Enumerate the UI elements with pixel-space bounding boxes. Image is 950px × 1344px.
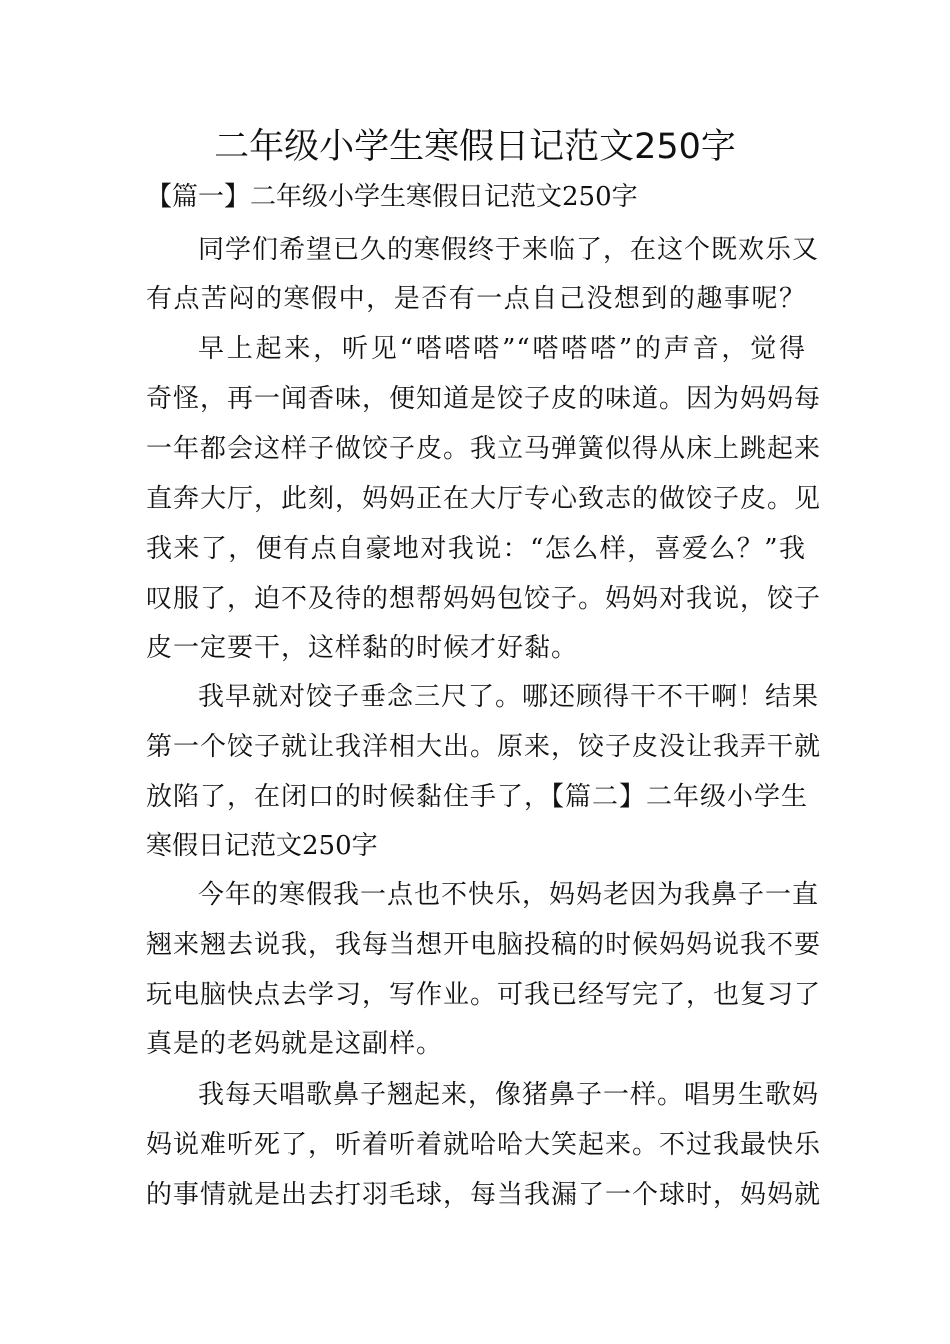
document-title: 二年级小学生寒假日记范文250字	[214, 127, 736, 167]
text-line: 早上起来，听见“嗒嗒嗒”“嗒嗒嗒”的声音，觉得	[198, 334, 806, 364]
text-line: 奇怪，再一闻香味，便知道是饺子皮的味道。因为妈妈每	[146, 384, 822, 414]
text-line: 放陷了，在闭口的时候黏住手了，【篇二】二年级小学生	[146, 782, 809, 812]
text-line: 的事情就是出去打羽毛球，每当我漏了一个球时，妈妈就	[146, 1180, 822, 1210]
text-line: 叹服了，迫不及待的想帮妈妈包饺子。妈妈对我说，饺子	[146, 584, 822, 614]
text-line: 皮一定要干，这样黏的时候才好黏。	[146, 633, 579, 663]
text-line: 第一个饺子就让我洋相大出。原来，饺子皮没让我弄干就	[146, 732, 822, 762]
text-line: 翘来翘去说我，我每当想开电脑投稿的时候妈妈说我不要	[146, 930, 822, 960]
text-line: 真是的老妈就是这副样。	[146, 1029, 444, 1059]
text-line: 同学们希望已久的寒假终于来临了，在这个既欢乐又	[198, 235, 820, 265]
text-line: 有点苦闷的寒假中，是否有一点自己没想到的趣事呢？	[146, 284, 806, 314]
text-line: 直奔大厅，此刻，妈妈正在大厅专心致志的做饺子皮。见	[146, 484, 822, 514]
text-line: 玩电脑快点去学习，写作业。可我已经写完了，也复习了	[146, 980, 822, 1010]
section-heading-2: 寒假日记范文250字	[146, 831, 378, 861]
text-line: 今年的寒假我一点也不快乐，妈妈老因为我鼻子一直	[198, 880, 820, 910]
text-line: 我早就对饺子垂念三尺了。哪还顾得干不干啊！结果	[198, 682, 820, 712]
text-line: 妈说难听死了，听着听着就哈哈大笑起来。不过我最快乐	[146, 1130, 822, 1160]
section-heading-1: 【篇一】二年级小学生寒假日记范文250字	[146, 182, 638, 212]
text-line: 一年都会这样子做饺子皮。我立马弹簧似得从床上跳起来	[146, 434, 822, 464]
text-line: 我来了，便有点自豪地对我说：“怎么样，喜爱么？”我	[146, 534, 806, 564]
text-line: 我每天唱歌鼻子翘起来，像猪鼻子一样。唱男生歌妈	[198, 1080, 820, 1110]
